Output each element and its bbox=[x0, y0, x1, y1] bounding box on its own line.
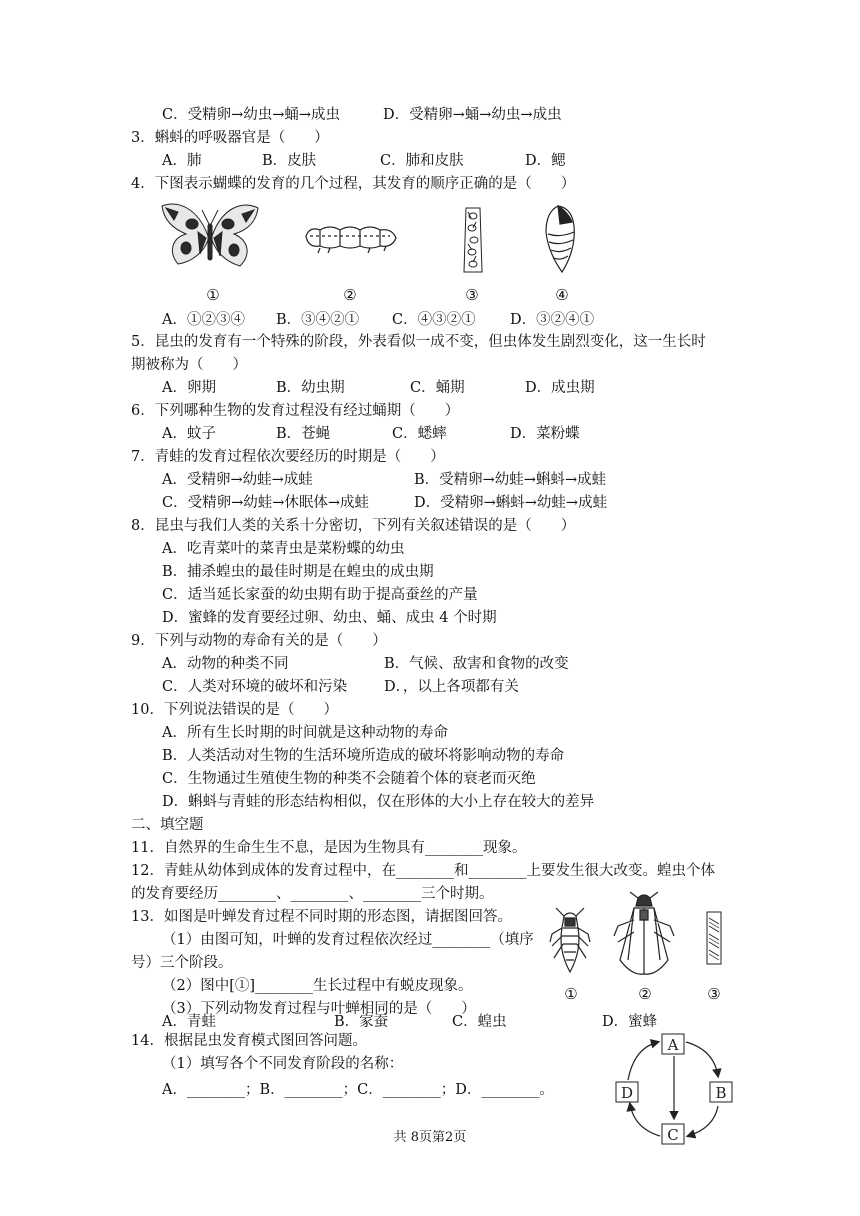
q13-option-c: C．蝗虫 bbox=[452, 1014, 507, 1030]
q5-line2: 期被称为（ ） bbox=[131, 357, 247, 373]
q5-option-b: B．幼虫期 bbox=[276, 380, 345, 396]
q4-stem: 4．下图表示蝴蝶的发育的几个过程，其发育的顺序正确的是（ ） bbox=[131, 176, 576, 192]
q14-part1: （1）填写各个不同发育阶段的名称： bbox=[162, 1056, 404, 1072]
q13-part3: （3）下列动物发育过程与叶蝉相同的是（ ） bbox=[162, 1001, 476, 1017]
q4-option-d: D．③②④① bbox=[510, 312, 595, 328]
q10-stem: 10．下列说法错误的是（ ） bbox=[131, 702, 338, 718]
q13-label-1: ① bbox=[564, 985, 578, 1003]
q4-option-a: A．①②③④ bbox=[162, 312, 245, 328]
q13-label-2: ② bbox=[638, 985, 652, 1003]
page-footer: 共 8页第2页 bbox=[393, 1130, 467, 1145]
q7-option-a: A．受精卵→幼蛙→成蛙 bbox=[162, 472, 313, 488]
q4-label-2: ② bbox=[343, 286, 357, 304]
q5-line1: 5．昆虫的发育有一个特殊的阶段，外表看似一成不变，但虫体发生剧烈变化，这一生长时 bbox=[131, 334, 706, 350]
leafhopper-eggs-figure bbox=[703, 910, 725, 966]
q13-label-3: ③ bbox=[707, 985, 721, 1003]
q7-option-d: D．受精卵→蝌蚪→幼蛙→成蛙 bbox=[414, 495, 608, 511]
q10-option-b: B．人类活动对生物的生活环境所造成的破坏将影响动物的寿命 bbox=[162, 748, 565, 764]
q11: 11．自然界的生命生生不息，是因为生物具有________现象。 bbox=[131, 840, 527, 856]
q6-option-a: A．蚊子 bbox=[162, 426, 216, 442]
q14-stem: 14．根据昆虫发育模式图回答问题。 bbox=[131, 1033, 367, 1049]
q13-option-d: D．蜜蜂 bbox=[602, 1014, 658, 1030]
q9-stem: 9．下列与动物的寿命有关的是（ ） bbox=[131, 633, 387, 649]
section-heading: 二、填空题 bbox=[131, 817, 204, 833]
q4-label-1: ① bbox=[206, 286, 220, 304]
leafhopper-nymph-figure bbox=[548, 906, 592, 978]
q12-line2: 的发育要经历________、________、________三个时期。 bbox=[131, 886, 494, 902]
butterfly-figure bbox=[158, 198, 262, 276]
q3-option-c: C．肺和皮肤 bbox=[380, 153, 464, 169]
q13-part1b: 号）三个阶段。 bbox=[131, 955, 233, 971]
q13-part2: （2）图中[①]________生长过程中有蜕皮现象。 bbox=[162, 978, 473, 994]
node-d: D bbox=[620, 1084, 634, 1102]
q13-option-b: B．家蚕 bbox=[334, 1014, 389, 1030]
q6-option-c: C．蟋蟀 bbox=[392, 426, 447, 442]
q6-option-d: D．菜粉蝶 bbox=[510, 426, 580, 442]
q9-option-d: D．，以上各项都有关 bbox=[384, 679, 519, 695]
node-c: C bbox=[667, 1126, 679, 1144]
q8-option-b: B．捕杀蝗虫的最佳时期是在蝗虫的成虫期 bbox=[162, 564, 434, 580]
q13-part1a: （1）由图可知，叶蝉的发育过程依次经过________（填序 bbox=[162, 932, 534, 948]
q5-option-d: D．成虫期 bbox=[525, 380, 595, 396]
leafhopper-adult-figure bbox=[612, 890, 676, 980]
q12-line1: 12．青蛙从幼体到成体的发育过程中，在________和________上要发生很大改变。蝗虫个体 bbox=[131, 863, 715, 879]
q10-option-c: C．生物通过生殖使生物的种类不会随着个体的衰老而灭绝 bbox=[162, 771, 536, 787]
pupa-figure bbox=[538, 202, 582, 278]
q10-option-a: A．所有生长时期的时间就是这种动物的寿命 bbox=[162, 725, 448, 741]
q9-option-b: B．气候、敌害和食物的改变 bbox=[384, 656, 569, 672]
q9-option-a: A．动物的种类不同 bbox=[162, 656, 289, 672]
q6-option-b: B．苍蝇 bbox=[276, 426, 331, 442]
node-a: A bbox=[667, 1036, 679, 1054]
caterpillar-figure bbox=[300, 218, 400, 258]
q4-label-3: ③ bbox=[465, 286, 479, 304]
q5-option-a: A．卵期 bbox=[162, 380, 216, 396]
q4-option-c: C．④③②① bbox=[392, 312, 476, 328]
q3-option-d: D．鳃 bbox=[525, 153, 566, 169]
q13-option-a: A．青蛙 bbox=[162, 1014, 216, 1030]
q4-option-b: B．③④②① bbox=[276, 312, 360, 328]
q13-stem: 13．如图是叶蝉发育过程不同时期的形态图，请据图回答。 bbox=[131, 909, 512, 925]
q8-option-a: A．吃青菜叶的菜青虫是菜粉蝶的幼虫 bbox=[162, 541, 405, 557]
q14-blanks: A．________；B．________；C．________；D．________。 bbox=[162, 1082, 554, 1098]
node-b: B bbox=[715, 1084, 727, 1102]
q2-option-c: C．受精卵→幼虫→蛹→成虫 bbox=[162, 107, 341, 123]
q9-option-c: C．人类对环境的破坏和污染 bbox=[162, 679, 348, 695]
q6-stem: 6．下列哪种生物的发育过程没有经过蛹期（ ） bbox=[131, 403, 460, 419]
q5-option-c: C．蛹期 bbox=[410, 380, 465, 396]
q3-stem: 3．蝌蚪的呼吸器官是（ ） bbox=[131, 130, 329, 146]
q8-option-c: C．适当延长家蚕的幼虫期有助于提高蚕丝的产量 bbox=[162, 587, 478, 603]
egg-column-figure bbox=[458, 204, 488, 276]
q3-option-a: A．肺 bbox=[162, 153, 202, 169]
q7-option-c: C．受精卵→幼蛙→休眠体→成蛙 bbox=[162, 495, 370, 511]
q3-option-b: B．皮肤 bbox=[262, 153, 317, 169]
q4-label-4: ④ bbox=[555, 286, 569, 304]
q8-stem: 8．昆虫与我们人类的关系十分密切，下列有关叙述错误的是（ ） bbox=[131, 518, 576, 534]
q7-stem: 7．青蛙的发育过程依次要经历的时期是（ ） bbox=[131, 449, 445, 465]
q10-option-d: D．蝌蚪与青蛙的形态结构相似，仅在形体的大小上存在较大的差异 bbox=[162, 794, 595, 810]
q7-option-b: B．受精卵→幼蛙→蝌蚪→成蛙 bbox=[414, 472, 607, 488]
q2-option-d: D．受精卵→蛹→幼虫→成虫 bbox=[383, 107, 562, 123]
q8-option-d: D．蜜蜂的发育要经过卵、幼虫、蛹、成虫 4 个时期 bbox=[162, 610, 497, 626]
